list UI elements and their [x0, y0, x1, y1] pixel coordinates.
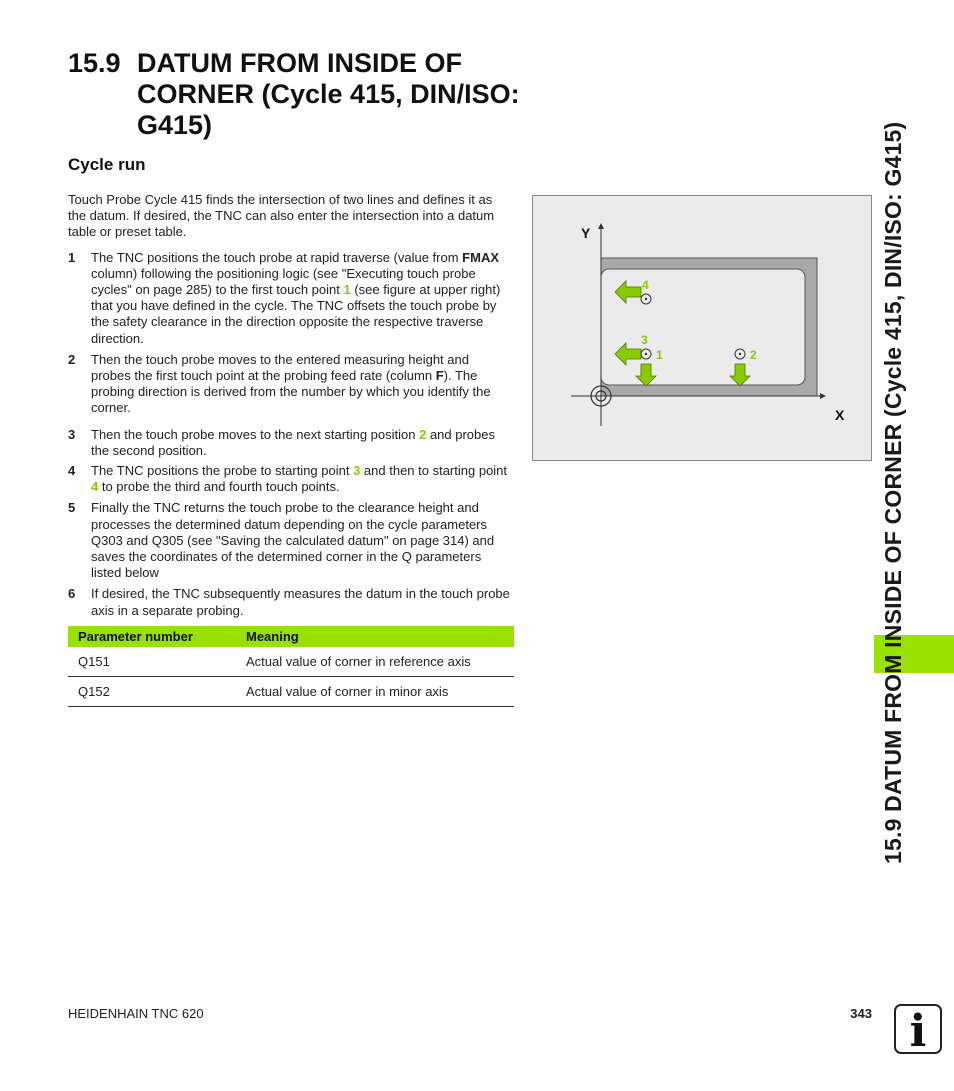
step-1: [68, 250, 510, 347]
step-text: column) following the positioning logic (see "Executing touch probe cycles" on page 285) to the first touch point: [91, 265, 476, 298]
point-ref: 3: [353, 463, 361, 479]
step-text: Then the touch probe moves to the next starting position: [91, 426, 420, 442]
step-text: The TNC positions the touch probe at rapid traverse (value from: [91, 249, 463, 265]
side-running-title: 15.9 DATUM FROM INSIDE OF CORNER (Cycle 415, DIN/ISO: G415): [880, 121, 906, 864]
point-label-1: 1: [656, 348, 663, 362]
info-icon: [894, 1004, 942, 1054]
table-cell: Actual value of corner in minor axis: [236, 677, 514, 707]
table-row: [68, 647, 514, 677]
step-text: (see figure at upper right) that you have defined in the cycle. The TNC offsets the touch probe by the safety clearance in the direction opposite the respective traverse direction.: [91, 282, 501, 346]
point-ref: 2: [419, 426, 427, 442]
step-3: [68, 427, 510, 459]
x-axis-label: X: [835, 407, 845, 423]
inside-corner-pocket: [601, 269, 805, 385]
column-header: Parameter number: [68, 626, 236, 647]
table-cell: Q152: [68, 677, 236, 707]
step-number: 5: [68, 500, 76, 516]
step-number: 3: [68, 426, 76, 442]
bold-term: FMAX: [462, 249, 500, 265]
step-5: [68, 500, 510, 581]
step-6: [68, 586, 510, 618]
touch-point-2-center: [739, 353, 741, 355]
table-row: [68, 677, 514, 707]
point-label-2: 2: [750, 348, 757, 362]
point-ref: 1: [343, 282, 351, 298]
bold-term: F: [435, 368, 444, 384]
touch-point-4-center: [645, 298, 647, 300]
step-number: 1: [68, 249, 76, 265]
step-text: If desired, the TNC subsequently measures the datum in the touch probe axis in a separate probing.: [91, 586, 510, 618]
step-2: [68, 352, 510, 417]
step-text: and probes the second position.: [91, 426, 495, 458]
point-ref: 4: [91, 479, 99, 495]
step-number: 6: [68, 586, 76, 602]
footer-product: HEIDENHAIN TNC 620: [68, 1006, 204, 1021]
intro-paragraph: Touch Probe Cycle 415 finds the intersection of two lines and defines it as the datum. If desired, the TNC can also enter the intersection into a datum table or preset table.: [68, 192, 495, 240]
parameter-table: [68, 626, 514, 707]
touch-point-3-center: [645, 353, 647, 355]
step-4: [68, 463, 510, 495]
section-number: 15.9: [68, 48, 121, 78]
step-number: 4: [68, 463, 76, 479]
step-text: ). The probing direction is derived from the number by which you identify the corner.: [91, 368, 491, 416]
step-list: [68, 250, 510, 619]
cycle-diagram: [533, 196, 871, 460]
step-number: 2: [68, 351, 76, 367]
step-text: Finally the TNC returns the touch probe to the clearance height and processes the determined datum depending on the cycle parameters Q303 and Q305 (see "Saving the calculated datum" on page 314) and saves the coordinates of the determined corner in the Q parameters listed below: [91, 500, 495, 581]
table-cell: Actual value of corner in reference axis: [236, 647, 514, 677]
section-title: DATUM FROM INSIDE OF CORNER (Cycle 415, DIN/ISO: G415): [137, 48, 520, 140]
cycle-figure: [532, 195, 872, 461]
subsection-title: Cycle run: [68, 155, 146, 174]
table-header-row: [68, 626, 514, 647]
table-cell: Q151: [68, 647, 236, 677]
info-icon-glyph: i: [909, 1006, 927, 1054]
step-text: and then to starting point: [360, 463, 508, 479]
point-label-4: 4: [642, 278, 649, 292]
body-text: [68, 192, 510, 619]
y-axis-label: Y: [581, 225, 591, 241]
column-header: Meaning: [236, 626, 514, 647]
section-heading: [68, 48, 538, 141]
page-number: 343: [850, 1006, 872, 1021]
point-label-3: 3: [641, 333, 648, 347]
step-text: The TNC positions the probe to starting point: [91, 463, 354, 479]
step-text: to probe the third and fourth touch points.: [98, 479, 340, 495]
step-text: Then the touch probe moves to the entered measuring height and probes the first touch point at the probing feed rate (column: [91, 351, 469, 384]
